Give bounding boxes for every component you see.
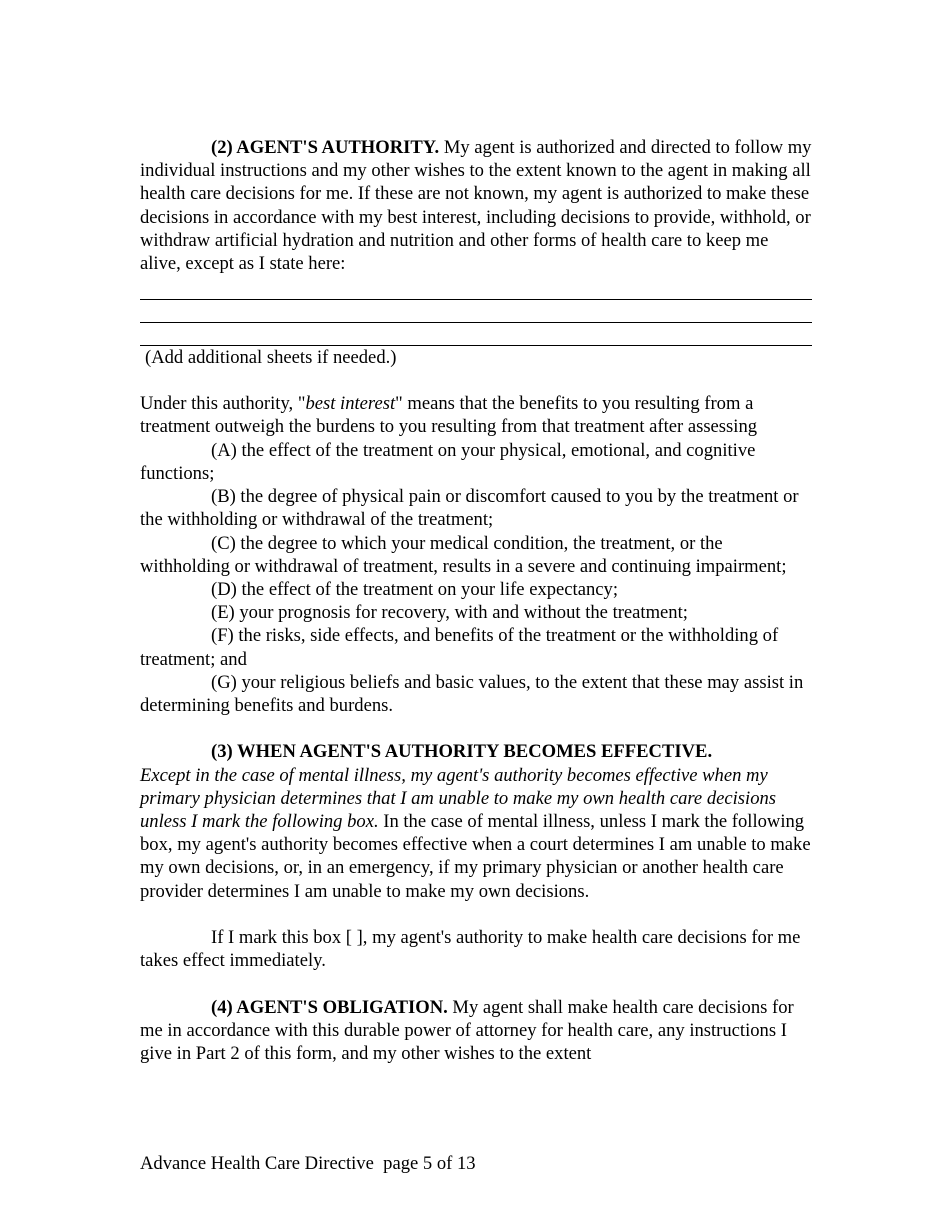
fill-in-line[interactable]: [140, 277, 812, 300]
best-interest-definition: Under this authority, "best interest" means that the benefits to you resulting from a treatment outweigh the burdens to you resulting from that treatment after assessing: [140, 393, 758, 438]
criteria-item-a: (A) the effect of the treatment on your physical, emotional, and cognitive functions;: [140, 439, 756, 484]
fill-in-lines[interactable]: [140, 277, 812, 346]
fill-in-line[interactable]: [140, 323, 812, 346]
additional-sheets-note: (Add additional sheets if needed.): [145, 346, 397, 368]
section-heading: (4) AGENT'S OBLIGATION.: [211, 996, 448, 1018]
section-agents-authority: [140, 136, 812, 275]
section-heading: (2) AGENT'S AUTHORITY.: [211, 137, 440, 158]
criteria-item-e: (E) your prognosis for recovery, with and without the treatment;: [211, 602, 688, 624]
section-effective-text: In the case of mental illness, unless I mark the following box, my agent's authority becomes effective when a court determines I am unable to make my own decisions, or, in an emergency, if my primary physician or another health care provider determines I am unable to make my own decisions.: [140, 810, 811, 902]
section-body: My agent is authorized and directed to follow my individual instructions and my other wishes to the extent known to the agent in making all health care decisions for me. If these are not known, my agent is authorized to make these decisions in accordance with my best interest, including decisions to provide, withhold, or withdraw artificial hydration and nutrition and other forms of health care to keep me alive, except as I state here:: [140, 137, 812, 275]
fill-in-line[interactable]: [140, 300, 812, 323]
page-footer: Advance Health Care Directive page 5 of 13: [140, 1153, 476, 1174]
criteria-item-g: (G) your religious beliefs and basic values, to the extent that these may assist in determining benefits and burdens.: [140, 671, 804, 716]
document-page: [140, 136, 812, 1065]
criteria-item-f: (F) the risks, side effects, and benefits of the treatment or the withholding of treatment; and: [140, 625, 779, 670]
criteria-item-b: (B) the degree of physical pain or discomfort caused to you by the treatment or the withholding or withdrawal of the treatment;: [140, 486, 799, 531]
section-effective-body: [140, 764, 812, 903]
best-interest-term: best interest: [305, 393, 396, 415]
criteria-item-d: (D) the effect of the treatment on your life expectancy;: [211, 578, 618, 600]
section-effective-heading: (3) WHEN AGENT'S AUTHORITY BECOMES EFFECTIVE.: [211, 741, 713, 763]
section-agents-obligation: [140, 996, 812, 1066]
immediate-effect-checkbox-text[interactable]: If I mark this box [ ], my agent's authority to make health care decisions for me takes effect immediately.: [140, 926, 801, 972]
section-body: My agent shall make health care decisions for me in accordance with this durable power of attorney for health care, any instructions I give in Part 2 of this form, and my other wishes to the extent: [140, 996, 794, 1064]
section-effective-italic: Except in the case of mental illness, my agent's authority becomes effective when my primary physician determines that I am unable to make my own health care decisions unless I mark the following box.: [140, 764, 777, 832]
criteria-item-c: (C) the degree to which your medical condition, the treatment, or the withholding or withdrawal of treatment, results in a severe and continuing impairment;: [140, 532, 787, 577]
